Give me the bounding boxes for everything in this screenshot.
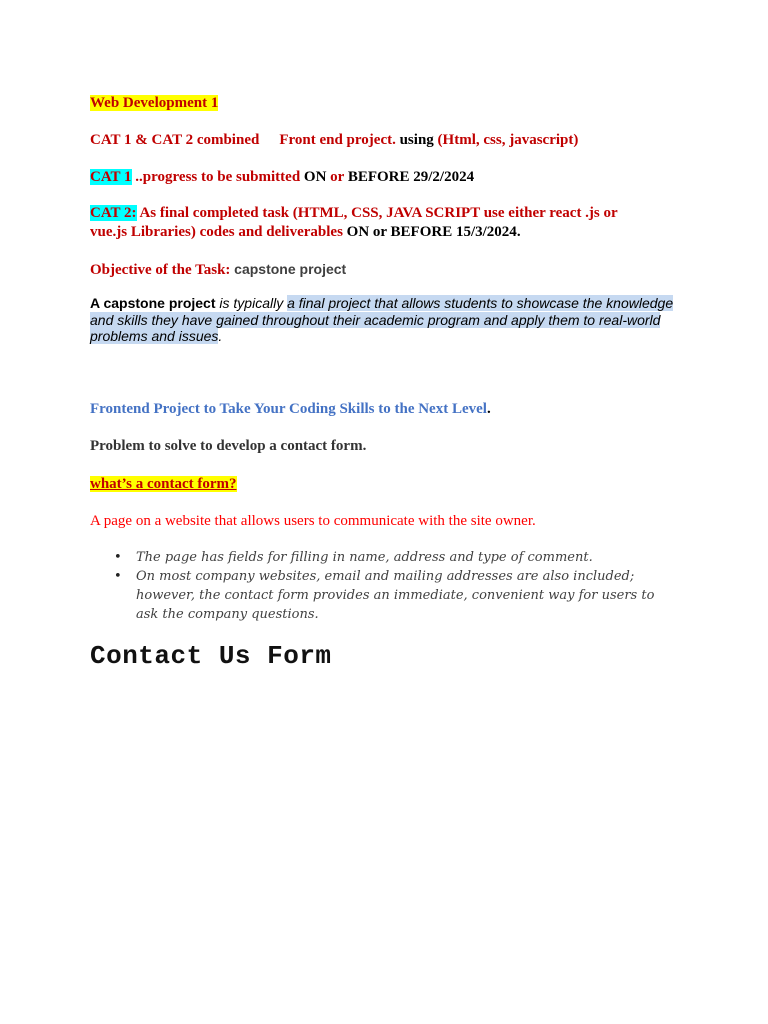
cat2-tag: CAT 2: (90, 205, 137, 221)
frontend-text: Frontend Project to Take Your Coding Skills to the Next Level (90, 401, 487, 417)
frontend-period: . (486, 401, 491, 417)
cat-combined-text: CAT 1 & CAT 2 combined (90, 132, 260, 148)
bullet-text: On most company websites, email and mailing addresses are also included; however, the contact form provides an immediate, convenient way for users to ask the company questions. (136, 569, 655, 622)
frontend-line (90, 400, 491, 418)
cat2-date-text: ON or BEFORE 15/3/2024 (346, 224, 517, 240)
definition-text: A page on a website that allows users to communicate with the site owner. (90, 513, 536, 529)
capstone-paragraph (90, 295, 680, 345)
cat2-period: . (516, 224, 521, 240)
capstone-italic-text: is typically (219, 295, 284, 311)
objective-value: capstone project (234, 261, 347, 277)
using-text: using (399, 132, 434, 148)
cat1-on-text: ON (303, 169, 327, 185)
capstone-bold-text: A capstone project (90, 295, 216, 311)
bullet-dot-icon: • (114, 550, 122, 565)
cat1-tag: CAT 1 (90, 169, 132, 185)
course-title-line (90, 94, 218, 112)
capstone-highlighted-text: a final project that allows students to showcase the knowledge and skills they have gained throughout their academic program and apply them to real-world problems and issues (90, 295, 674, 344)
project-type-line (90, 131, 578, 149)
course-title: Web Development 1 (90, 95, 219, 111)
cat1-or-text: or (330, 169, 345, 185)
cat1-deadline-line (90, 168, 474, 186)
bullet-dot-icon: • (114, 569, 122, 584)
cat1-progress-text: ..progress to be submitted (135, 169, 301, 185)
tech-stack-text: (Html, css, javascript) (437, 132, 579, 148)
question-line (90, 475, 237, 493)
objective-line (90, 260, 346, 279)
list-item (114, 567, 680, 624)
cat1-date-text: BEFORE 29/2/2024 (347, 169, 475, 185)
problem-line (90, 437, 366, 455)
cat2-line-1 (90, 204, 618, 222)
front-end-project-text: Front end project. (279, 132, 396, 148)
contact-form-heading: Contact Us Form (90, 641, 332, 671)
definition-line (90, 512, 536, 530)
problem-text: Problem to solve to develop a contact form. (90, 438, 367, 454)
capstone-end: . (218, 328, 223, 344)
bullet-text: The page has fields for filling in name, address and type of comment. (136, 550, 593, 565)
bullet-list (90, 548, 680, 624)
cat2-libraries-text: vue.js Libraries) codes and deliverables (90, 224, 343, 240)
cat2-task-text: As final completed task (HTML, CSS, JAVA SCRIPT use either react .js or (139, 205, 618, 221)
question-text: what’s a contact form? (90, 476, 237, 492)
list-item (114, 548, 680, 567)
objective-label: Objective of the Task: (90, 262, 231, 278)
cat2-line-2 (90, 223, 521, 241)
